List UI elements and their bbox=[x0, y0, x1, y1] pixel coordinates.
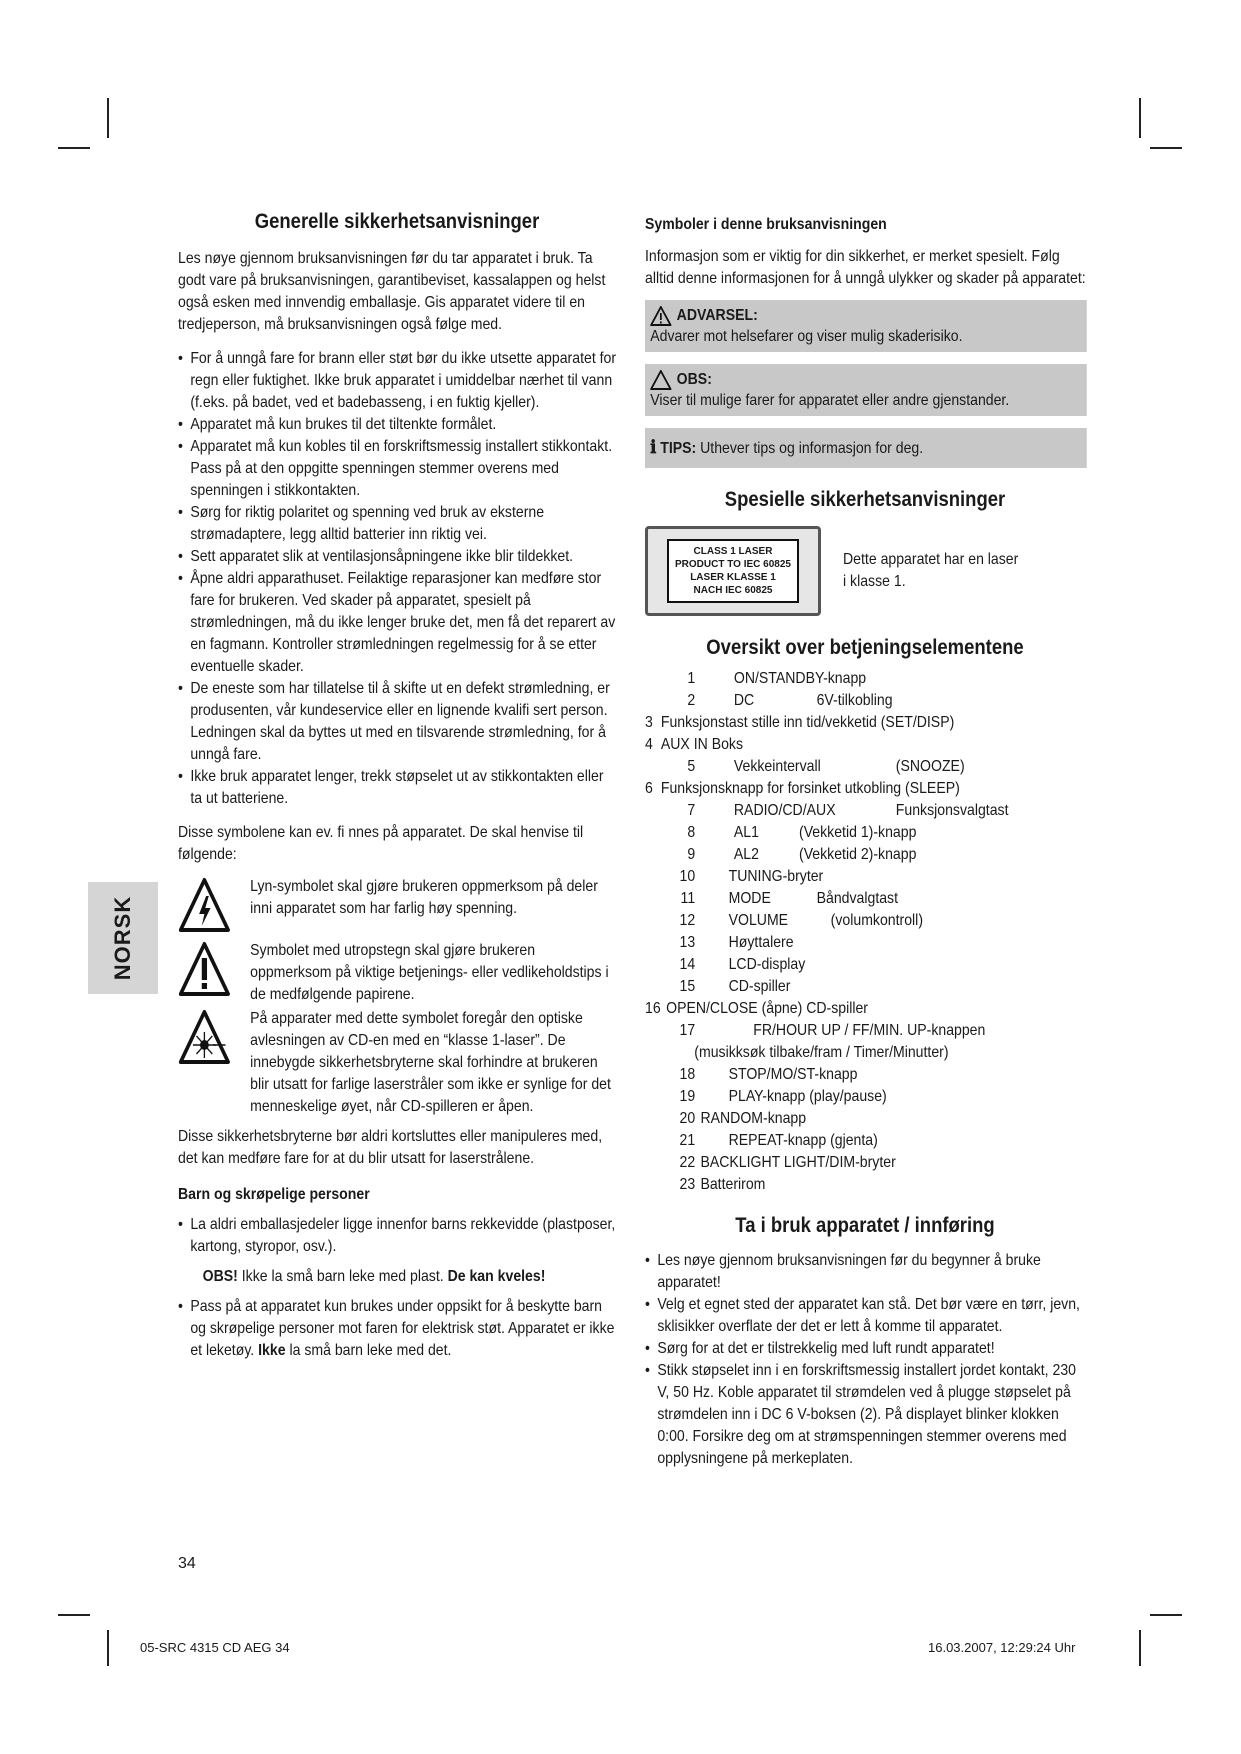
start-title: Ta i bruk apparatet / innføring bbox=[735, 1214, 995, 1237]
list-item bbox=[645, 1108, 1086, 1130]
switches-note: Disse sikkerhetsbryterne bør aldri kortsluttes eller manipuleres med, det kan medføre fare for at du blir utsatt for laserstrålene. bbox=[178, 1128, 603, 1167]
item-number: 7 bbox=[687, 802, 696, 819]
item-label: Funksjonstast stille inn tid/vekketid (SET/DISP) bbox=[660, 714, 955, 731]
item-number: 9 bbox=[687, 846, 696, 863]
text-bold: Ikke bbox=[258, 1342, 286, 1359]
laser-label-line: NACH IEC 60825 bbox=[693, 585, 773, 596]
tips-label: TIPS: bbox=[660, 440, 697, 457]
symbol-row bbox=[178, 876, 617, 936]
obs-bold: De kan kveles! bbox=[447, 1268, 546, 1285]
item-label: Funksjonsknapp for forsinket utkobling (SLEEP) bbox=[660, 780, 960, 797]
list-item: • Apparatet må kun kobles til en forskriftsmessig installert stikkontakt. Pass på at den oppgitte spenningen stemmer overens med spenningen i stikkontakten. bbox=[178, 436, 617, 502]
list-item bbox=[645, 910, 1086, 932]
language-tab bbox=[88, 882, 158, 994]
list-item bbox=[645, 1152, 1086, 1174]
overview-list bbox=[645, 668, 1086, 1196]
item-label: TUNING-bryter bbox=[728, 868, 824, 885]
item-number: 17 bbox=[679, 1022, 696, 1039]
item-label: OPEN/CLOSE (åpne) CD-spiller bbox=[666, 1000, 868, 1017]
children-heading: Barn og skrøpelige personer bbox=[178, 1186, 370, 1203]
item-number: 22 bbox=[679, 1154, 696, 1171]
list-item: • Sett apparatet slik at ventilasjonsåpningene ikke blir tildekket. bbox=[178, 546, 617, 568]
item-detail: (SNOOZE) bbox=[895, 758, 965, 775]
safety-list bbox=[178, 348, 617, 810]
item-number: 2 bbox=[687, 692, 696, 709]
item-label: AUX IN Boks bbox=[660, 736, 743, 753]
item-label: VOLUME bbox=[728, 912, 789, 929]
start-list bbox=[645, 1250, 1086, 1470]
crop-mark bbox=[1139, 98, 1141, 138]
crop-mark bbox=[58, 147, 90, 149]
item-label: STOP/MO/ST-knapp bbox=[728, 1066, 858, 1083]
list-item bbox=[645, 822, 1086, 844]
list-item: • Sørg for at det er tilstrekkelig med luft rundt apparatet! bbox=[645, 1338, 1086, 1360]
obs-note bbox=[178, 1266, 617, 1288]
item-number: 10 bbox=[679, 868, 696, 885]
list-item: • La aldri emballasjedeler ligge innenfor barns rekkevidde (plastposer, kartong, styropor, osv.). bbox=[178, 1214, 617, 1258]
item-number: 20 bbox=[679, 1110, 696, 1127]
item-number: 19 bbox=[679, 1088, 696, 1105]
crop-mark bbox=[1150, 147, 1182, 149]
symbol-row bbox=[178, 940, 617, 1006]
language-tab-label: NORSK bbox=[110, 895, 135, 981]
exclamation-warning-icon bbox=[178, 940, 231, 1000]
obs-label: OBS! bbox=[202, 1268, 238, 1285]
item-label: FR/HOUR UP / FF/MIN. UP-knappen bbox=[753, 1022, 986, 1039]
item-number: 11 bbox=[680, 890, 696, 907]
obs-box-label: OBS: bbox=[676, 371, 712, 388]
overview-title: Oversikt over betjeningselementene bbox=[706, 636, 1024, 659]
list-item bbox=[178, 1296, 617, 1362]
laser-warning-icon bbox=[178, 1008, 231, 1068]
item-label: AL2 bbox=[733, 846, 759, 863]
item-detail: Funksjonsvalgtast bbox=[895, 802, 1009, 819]
item-number: 14 bbox=[679, 956, 696, 973]
laser-label-line: PRODUCT TO IEC 60825 bbox=[675, 559, 791, 570]
list-item bbox=[645, 1020, 1086, 1042]
item-number: 1 bbox=[687, 670, 696, 687]
laser-info bbox=[645, 526, 1085, 616]
list-item: • Stikk støpselet inn i en forskriftsmessig installert jordet kontakt, 230 V, 50 Hz. Koble apparatet til strømdelen ved å plugge støpselet på strømdelen inn i DC 6 V-boksen (2). På displayet blinker klokken 0:00. Forsikre deg om at strømspenningen stemmer overens med opplysningene på merkeplaten. bbox=[645, 1360, 1086, 1470]
list-item: • Les nøye gjennom bruksanvisningen før du begynner å bruke apparatet! bbox=[645, 1250, 1086, 1294]
caution-triangle-icon bbox=[650, 370, 671, 390]
info-icon: ℹ bbox=[650, 437, 657, 457]
crop-mark bbox=[107, 98, 109, 138]
crop-mark bbox=[58, 1614, 90, 1616]
list-item bbox=[645, 756, 1086, 778]
crop-mark bbox=[1139, 1630, 1141, 1666]
list-item bbox=[645, 778, 1086, 800]
item-label: DC bbox=[733, 692, 755, 709]
symbols-heading: Symboler i denne bruksanvisningen bbox=[645, 216, 887, 233]
item-number: 6 bbox=[645, 780, 653, 797]
list-item bbox=[645, 866, 1086, 888]
list-item: • Åpne aldri apparathuset. Feilaktige reparasjoner kan medføre stor fare for brukeren. Ved skader på apparatet, spesielt på strømledningen, må du ikke lenger bruke det, men få det reparert av en fagmann. Kontroller strømledningen regelmessig for å se etter eventuelle skader. bbox=[178, 568, 617, 678]
warning-box bbox=[645, 300, 1086, 352]
item-label: MODE bbox=[728, 890, 771, 907]
crop-mark bbox=[1150, 1614, 1182, 1616]
list-item: • Ikke bruk apparatet lenger, trekk støpselet ut av stikkontakten eller ta ut batteriene. bbox=[178, 766, 617, 810]
list-item bbox=[645, 668, 1086, 690]
item-number: 21 bbox=[679, 1132, 696, 1149]
item-number: 16 bbox=[645, 1000, 661, 1017]
item-detail: (Vekketid 1)-knapp bbox=[799, 824, 917, 841]
laser-label-line: LASER KLASSE 1 bbox=[690, 572, 776, 583]
list-item bbox=[645, 932, 1086, 954]
list-item: • De eneste som har tillatelse til å skifte ut en defekt strømledning, er produsenten, vår kundeservice eller en lignende kvalifi sert person. Ledningen skal da byttes ut med en tilsvarende strømledning, for å unngå fare. bbox=[178, 678, 617, 766]
item-detail: (Vekketid 2)-knapp bbox=[799, 846, 917, 863]
item-label: BACKLIGHT LIGHT/DIM-bryter bbox=[700, 1154, 896, 1171]
list-item bbox=[645, 1086, 1086, 1108]
list-item bbox=[645, 1130, 1086, 1152]
list-item: • Apparatet må kun brukes til det tiltenkte formålet. bbox=[178, 414, 617, 436]
item-label: Høyttalere bbox=[728, 934, 794, 951]
item-detail: 6V-tilkobling bbox=[816, 692, 893, 709]
symbols-intro: Disse symbolene kan ev. fi nnes på apparatet. De skal henvise til følgende: bbox=[178, 824, 584, 863]
list-item: • Sørg for riktig polaritet og spenning ved bruk av eksterne strømadaptere, legg alltid batterier inn riktig vei. bbox=[178, 502, 617, 546]
list-item bbox=[645, 976, 1086, 998]
item-label: Vekkeintervall bbox=[733, 758, 821, 775]
list-item bbox=[645, 690, 1086, 712]
item-label: LCD-display bbox=[728, 956, 806, 973]
text-part: Pass på at apparatet kun brukes under oppsikt for å beskytte barn og skrøpelige personer mot faren for elektrisk støt. Apparatet er ikke et leketøy. bbox=[190, 1298, 615, 1359]
list-item bbox=[645, 712, 1086, 734]
list-item bbox=[645, 1174, 1086, 1196]
item-number: 4 bbox=[645, 736, 653, 753]
intro-paragraph: Les nøye gjennom bruksanvisningen før du tar apparatet i bruk. Ta godt vare på bruksanvisningen, garantibeviset, kassalappen og helst også esken med innvendig emballasje. Gis apparatet videre til en tredjeperson, må bruksanvisningen også følge med. bbox=[178, 250, 606, 333]
lightning-symbol-text: Lyn-symbolet skal gjøre brukeren oppmerksom på deler inni apparatet som har farlig høy spenning. bbox=[250, 878, 598, 917]
item-number: 8 bbox=[687, 824, 696, 841]
symbols-intro-right: Informasjon som er viktig for din sikkerhet, er merket spesielt. Følg alltid denne informasjonen for å unngå ulykker og skader på apparatet: bbox=[645, 248, 1086, 287]
lightning-warning-icon bbox=[178, 876, 231, 936]
left-column bbox=[178, 210, 616, 1362]
footer-right: 16.03.2007, 12:29:24 Uhr bbox=[928, 1640, 1076, 1655]
footer-left: 05-SRC 4315 CD AEG 34 bbox=[140, 1640, 290, 1655]
item-label: AL1 bbox=[733, 824, 759, 841]
item-number: 12 bbox=[679, 912, 696, 929]
list-item: • For å unngå fare for brann eller støt bør du ikke utsette apparatet for regn eller fuktighet. Ikke bruk apparatet i umiddelbar nærhet til vann (f.eks. på badet, ved et badebasseng, i en fuktig kjeller). bbox=[178, 348, 617, 414]
list-item: • Velg et egnet sted der apparatet kan stå. Det bør være en tørr, jevn, sklisikker overflate der det er lett å komme til apparatet. bbox=[645, 1294, 1086, 1338]
item-number: 13 bbox=[679, 934, 696, 951]
children-list-2 bbox=[178, 1296, 617, 1362]
warning-label: ADVARSEL: bbox=[676, 307, 758, 324]
laser-label bbox=[645, 526, 821, 616]
warning-text: Advarer mot helsefarer og viser mulig skaderisiko. bbox=[650, 328, 963, 345]
laser-text: Dette apparatet har en laser i klasse 1. bbox=[843, 551, 1019, 590]
special-safety-title: Spesielle sikkerhetsanvisninger bbox=[724, 488, 1006, 511]
obs-box-text: Viser til mulige farer for apparatet eller andre gjenstander. bbox=[650, 392, 1010, 409]
item-label: CD-spiller bbox=[728, 978, 791, 995]
tips-box bbox=[645, 428, 1086, 468]
obs-box bbox=[645, 364, 1086, 416]
page-number: 34 bbox=[178, 1555, 196, 1572]
list-item bbox=[645, 800, 1086, 822]
item-label: RANDOM-knapp bbox=[700, 1110, 807, 1127]
item-label: RADIO/CD/AUX bbox=[733, 802, 836, 819]
crop-mark bbox=[107, 1630, 109, 1666]
item-detail: (musikksøk tilbake/fram / Timer/Minutter) bbox=[694, 1044, 949, 1061]
item-number: 23 bbox=[679, 1176, 696, 1193]
list-item bbox=[645, 888, 1086, 910]
tips-text: Uthever tips og informasjon for deg. bbox=[696, 440, 924, 457]
list-item bbox=[645, 734, 1086, 756]
general-safety-title: Generelle sikkerhetsanvisninger bbox=[254, 210, 540, 233]
item-label: Batterirom bbox=[700, 1176, 766, 1193]
list-item bbox=[645, 998, 1086, 1020]
list-item bbox=[645, 954, 1086, 976]
laser-symbol-text: På apparater med dette symbolet foregår den optiske avlesningen av CD-en med en “klasse 1-laser”. De innebygde sikkerhetsbryterne skal forhindre at brukeren blir utsatt for farlige laserstråler som ikke er synlige for det menneskelige øyet, når CD-spilleren er åpen. bbox=[250, 1010, 611, 1115]
item-number: 3 bbox=[645, 714, 653, 731]
item-detail: Båndvalgtast bbox=[816, 890, 899, 907]
symbol-row bbox=[178, 1008, 617, 1118]
obs-text: Ikke la små barn leke med plast. bbox=[237, 1268, 448, 1285]
item-label: ON/STANDBY-knapp bbox=[733, 670, 867, 687]
text-part: la små barn leke med det. bbox=[285, 1342, 452, 1359]
item-label: PLAY-knapp (play/pause) bbox=[728, 1088, 887, 1105]
item-number: 15 bbox=[679, 978, 696, 995]
item-label: REPEAT-knapp (gjenta) bbox=[728, 1132, 878, 1149]
right-column bbox=[645, 214, 1085, 1470]
list-item bbox=[645, 844, 1086, 866]
children-list bbox=[178, 1214, 617, 1258]
warning-triangle-icon bbox=[650, 306, 671, 326]
list-item-continuation bbox=[645, 1042, 1086, 1064]
list-item bbox=[645, 1064, 1086, 1086]
item-number: 5 bbox=[687, 758, 696, 775]
laser-label-line: CLASS 1 LASER bbox=[693, 546, 773, 557]
item-detail: (volumkontroll) bbox=[830, 912, 924, 929]
exclamation-symbol-text: Symbolet med utropstegn skal gjøre brukeren oppmerksom på viktige betjenings- eller vedlikeholdstips i de medfølgende papirene. bbox=[250, 942, 609, 1003]
item-number: 18 bbox=[679, 1066, 696, 1083]
